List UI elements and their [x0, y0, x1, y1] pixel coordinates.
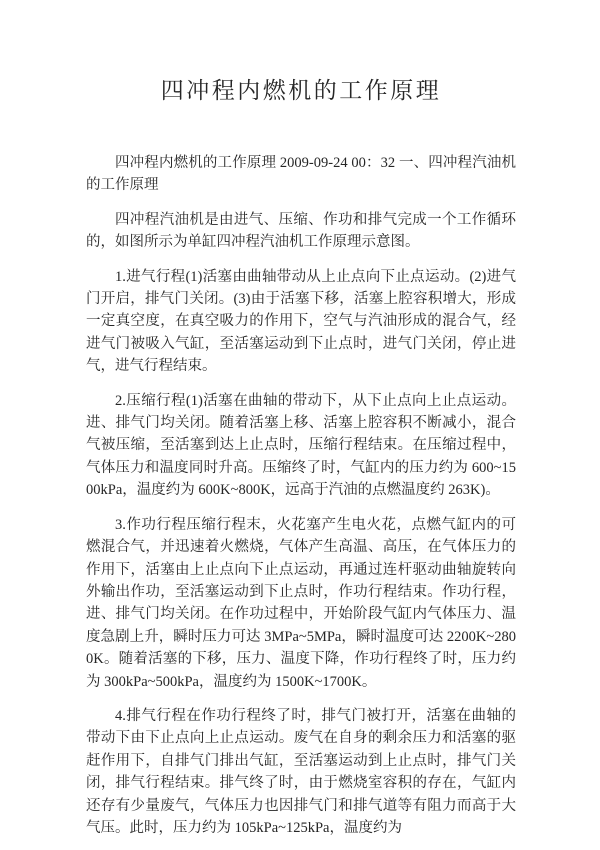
- paragraph-compression-stroke: 2.压缩行程(1)活塞在曲轴的带动下，从下止点向上止点运动。进、排气门均关闭。随着活塞上移、活塞上腔容积不断减小，混合气被压缩，至活塞到达上止点时，压缩行程结束。在压缩过程中，气体压力和温度同时升高。压缩终了时，气缸内的压力约为 600~1500kPa，温度约为 600K~800K，远高于汽油的点燃温度约 263K)。: [86, 392, 516, 499]
- paragraph-exhaust-stroke: 4.排气行程在作功行程终了时，排气门被打开，活塞在曲轴的带动下由下止点向上止点运动。废气在自身的剩余压力和活塞的驱赶作用下，自排气门排出气缸，至活塞运动到上止点时，排气门关闭，排气行程结束。排气终了时，由于燃烧室容积的存在，气缸内还存有少量废气，气体压力也因排气门和排气道等有阻力而高于大气压。此时，压力约为 105kPa~125kPa，温度约为: [86, 707, 516, 836]
- paragraph-power-stroke: 3.作功行程压缩行程末，火花塞产生电火花，点燃气缸内的可燃混合气，并迅速着火燃烧，气体产生高温、高压，在气体压力的作用下，活塞由上止点向下止点运动，再通过连杆驱动曲轴旋转向外输出作功，至活塞运动到下止点时，作功行程结束。作功行程，进、排气门均关闭。在作功过程中，开始阶段气缸内气体压力、温度急剧上升，瞬时压力可达 3MPa~5MPa，瞬时温度可达 2200K~2800K。随着活塞的下移，压力、温度下降，作功行程终了时，压力约为 300kPa~500kPa，温度约为 1500K~1700K。: [86, 516, 516, 690]
- paragraph-meta-line: 四冲程内燃机的工作原理 2009-09-24 00：32 一、四冲程汽油机的工作原理: [86, 155, 516, 194]
- paragraph-intro: 四冲程汽油机是由进气、压缩、作功和排气完成一个工作循环的，如图所示为单缸四冲程汽油机工作原理示意图。: [86, 211, 516, 251]
- paragraph-intake-stroke: 1.进气行程(1)活塞由曲轴带动从上止点向下止点运动。(2)进气门开启，排气门关闭。(3)由于活塞下移，活塞上腔容积增大，形成一定真空度，在真空吸力的作用下，空气与汽油形成的混合气，经进气门被吸入气缸，至活塞运动到下止点时，进气门关闭，停止进气，进气行程结束。: [86, 268, 516, 375]
- page-title: 四冲程内燃机的工作原理: [160, 78, 442, 103]
- document-body: [86, 152, 516, 839]
